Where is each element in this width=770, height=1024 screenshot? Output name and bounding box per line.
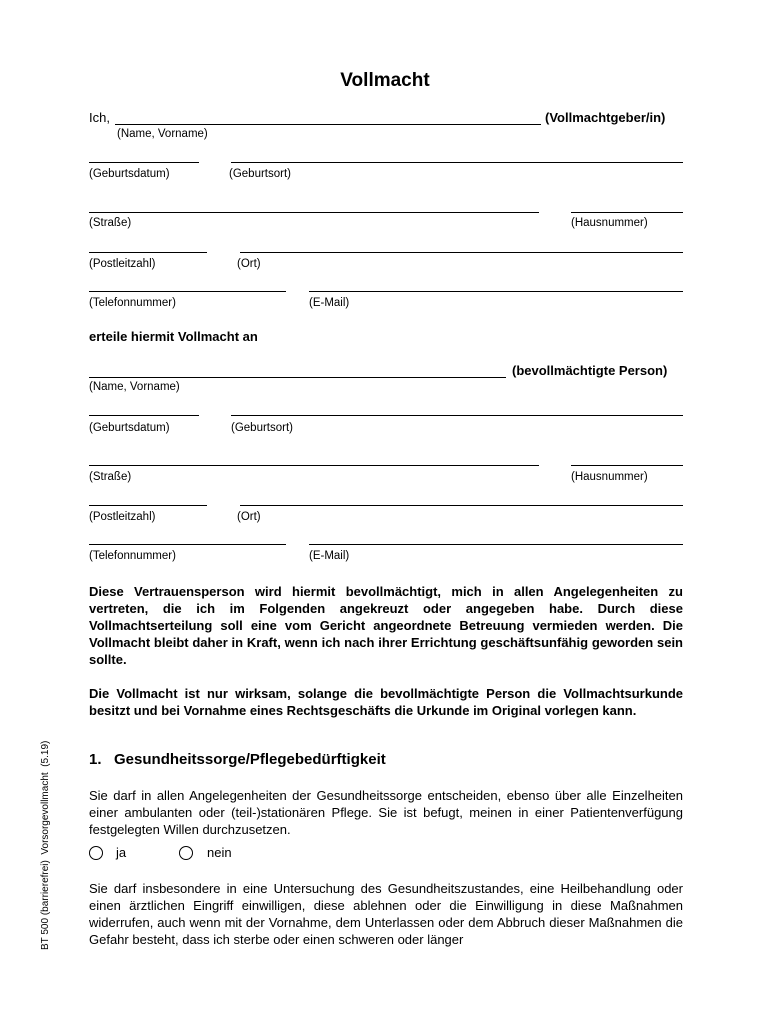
- validity-paragraph: Die Vollmacht ist nur wirksam, solange die bevollmächtigte Person die Vollmachtsurkunde besitzt und bei Vornahme eines Rechtsgeschäfts die Urkunde im Original vorlegen kann.: [89, 686, 683, 718]
- grantor-zip-field[interactable]: [89, 252, 207, 253]
- grantor-zip-label: (Postleitzahl): [89, 258, 156, 270]
- grant-statement: erteile hiermit Vollmacht an: [89, 329, 258, 344]
- grantor-city-field[interactable]: [240, 252, 683, 253]
- agent-email-field[interactable]: [309, 544, 683, 545]
- agent-zip-label: (Postleitzahl): [89, 511, 156, 523]
- section-1-heading: 1. Gesundheitssorge/Pflegebedürftigkeit: [89, 751, 386, 768]
- grantor-birthdate-field[interactable]: [89, 162, 199, 163]
- side-note: BT 500 (barrierefrei) Vorsorgevollmacht (5.19): [40, 740, 51, 950]
- radio-no-label: nein: [207, 845, 232, 860]
- agent-birthdate-label: (Geburtsdatum): [89, 422, 170, 434]
- agent-street-label: (Straße): [89, 471, 132, 483]
- grantor-phone-field[interactable]: [89, 291, 286, 292]
- document-title: Vollmacht: [340, 70, 430, 91]
- grantor-housenumber-field[interactable]: [571, 212, 683, 213]
- agent-phone-label: (Telefonnummer): [89, 550, 176, 562]
- grantor-name-field[interactable]: [115, 124, 541, 125]
- section-1-intro: Sie darf in allen Angelegenheiten der Gesundheitssorge entscheiden, ebenso über alle Einzelheiten einer ambulanten oder (teil-)stationären Pflege. Sie ist befugt, meinen in einer Patientenverfügung festgelegten Willen durchzusetzen.: [89, 788, 683, 837]
- grantor-street-label: (Straße): [89, 217, 132, 229]
- grantor-birthdate-label: (Geburtsdatum): [89, 168, 170, 180]
- grantor-birthplace-label: (Geburtsort): [229, 168, 291, 180]
- grantor-city-label: (Ort): [237, 258, 261, 270]
- agent-zip-field[interactable]: [89, 505, 207, 506]
- agent-email-label: (E-Mail): [309, 550, 350, 562]
- agent-birthplace-label: (Geburtsort): [231, 422, 293, 434]
- radio-yes[interactable]: [89, 846, 103, 860]
- agent-role: (bevollmächtigte Person): [512, 363, 668, 378]
- agent-street-field[interactable]: [89, 465, 539, 466]
- section-1-detail: Sie darf insbesondere in eine Untersuchung des Gesundheitszustandes, eine Heilbehandlung oder einen ärztlichen Eingriff einwilligen, diese ablehnen oder die Einwilligung in diese Maßnahmen widerrufen, auch wenn mit der Vornahme, dem Unterlassen oder dem Abbruch dieser Maßnahmen die Gefahr besteht, dass ich sterbe oder einen schweren oder länger: [89, 881, 683, 947]
- grantor-name-label: (Name, Vorname): [117, 128, 208, 140]
- grantor-birthplace-field[interactable]: [231, 162, 683, 163]
- trust-paragraph: Diese Vertrauensperson wird hiermit bevollmächtigt, mich in allen Angelegenheiten zu vertreten, die ich im Folgenden angekreuzt oder angegeben habe. Durch diese Vollmachtserteilung soll eine vom Gericht angeordnete Betreuung vermieden werden. Die Vollmacht bleibt daher in Kraft, wenn ich nach ihrer Errichtung geschäftsunfähig geworden sein sollte.: [89, 584, 683, 667]
- grantor-housenumber-label: (Hausnummer): [571, 217, 648, 229]
- agent-housenumber-label: (Hausnummer): [571, 471, 648, 483]
- agent-birthplace-field[interactable]: [231, 415, 683, 416]
- grantor-email-label: (E-Mail): [309, 297, 350, 309]
- grantor-role: (Vollmachtgeber/in): [545, 110, 666, 125]
- agent-housenumber-field[interactable]: [571, 465, 683, 466]
- grantor-street-field[interactable]: [89, 212, 539, 213]
- agent-name-label: (Name, Vorname): [89, 381, 180, 393]
- radio-no[interactable]: [179, 846, 193, 860]
- agent-birthdate-field[interactable]: [89, 415, 199, 416]
- agent-city-field[interactable]: [240, 505, 683, 506]
- agent-phone-field[interactable]: [89, 544, 286, 545]
- agent-city-label: (Ort): [237, 511, 261, 523]
- agent-name-field[interactable]: [89, 377, 506, 378]
- grantor-phone-label: (Telefonnummer): [89, 297, 176, 309]
- grantor-prefix: Ich,: [89, 110, 110, 125]
- radio-yes-label: ja: [116, 845, 127, 860]
- grantor-email-field[interactable]: [309, 291, 683, 292]
